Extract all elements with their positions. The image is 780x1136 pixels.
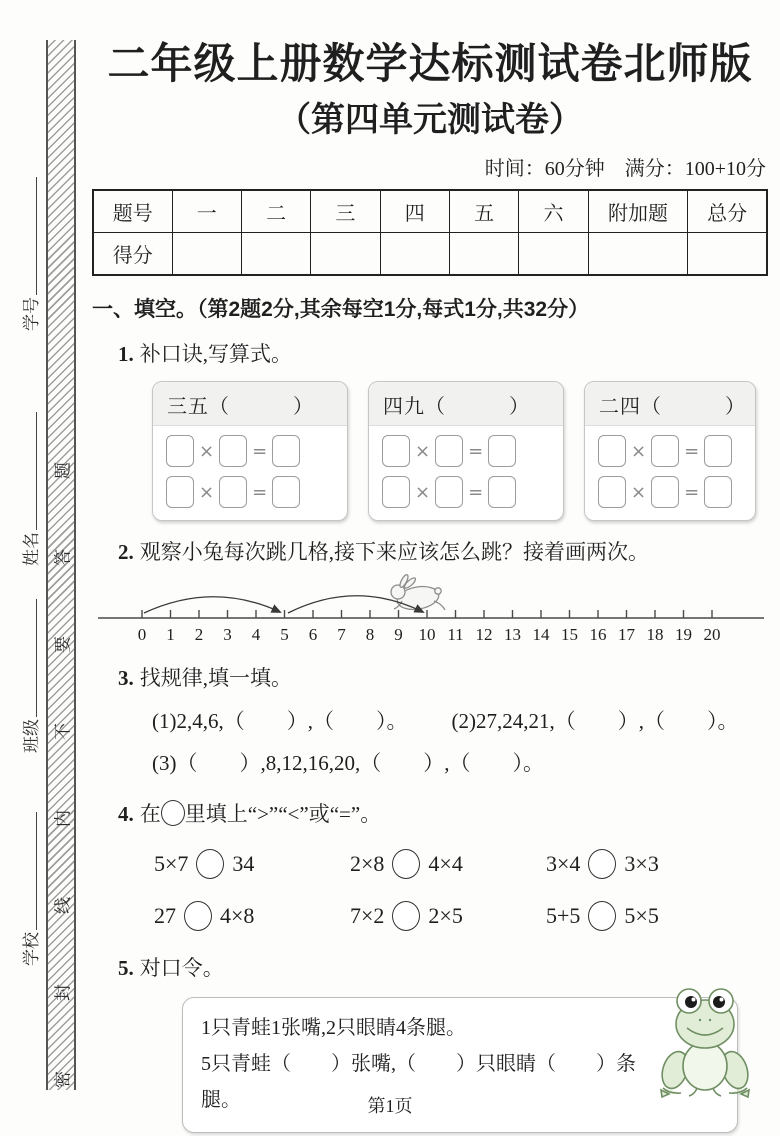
score-empty-cell — [311, 233, 380, 276]
times-sign: × — [631, 440, 647, 462]
score-table-header-row — [93, 190, 767, 233]
score-empty-cell — [519, 233, 588, 276]
answer-box — [219, 435, 247, 467]
equals-sign: = — [684, 481, 700, 503]
page-subtitle: （第四单元测试卷） — [277, 102, 583, 139]
class-label: 班级 — [22, 719, 41, 753]
exam-info: 时间：60分钟 满分：100+10分 — [484, 158, 766, 180]
svg-text:13: 13 — [504, 625, 521, 644]
compare-circle — [196, 849, 224, 879]
question-2 — [92, 537, 768, 649]
svg-text:14: 14 — [532, 625, 550, 644]
answer-box — [598, 435, 626, 467]
rhyme-card-3-header: 二四（ ） — [585, 382, 755, 426]
seal-line-band — [46, 40, 76, 1090]
svg-text:7: 7 — [337, 625, 346, 644]
compare-circle — [588, 849, 616, 879]
question-3-text: 找规律,填一填。 — [139, 666, 292, 690]
school-field — [21, 786, 43, 966]
frog-riddle-line-2: 5只青蛙（ ）张嘴,（ ）只眼睛（ ）条腿。 — [201, 1053, 636, 1111]
answer-box — [219, 476, 247, 508]
svg-text:6: 6 — [308, 625, 318, 644]
equation-row — [166, 435, 338, 467]
compare-right: 4×8 — [220, 903, 255, 928]
compare-right: 3×3 — [624, 851, 659, 876]
answer-box — [598, 476, 626, 508]
name-blank-line — [21, 412, 37, 530]
rhyme-card-2 — [368, 381, 564, 521]
score-header-cell: 四 — [380, 190, 449, 233]
svg-text:11: 11 — [447, 625, 464, 644]
student-id-blank-line — [21, 177, 37, 295]
score-table — [92, 189, 768, 276]
compare-right: 4×4 — [428, 851, 463, 876]
score-header-cell: 一 — [172, 190, 241, 233]
answer-box — [704, 476, 732, 508]
question-5-text: 对口令。 — [139, 956, 224, 980]
compare-circle-example — [161, 800, 185, 826]
svg-text:16: 16 — [589, 625, 607, 644]
rhyme-card-2-header: 四九（ ） — [369, 382, 563, 426]
score-table-score-row — [93, 233, 767, 276]
score-header-cell: 三 — [311, 190, 380, 233]
equation-row — [382, 476, 554, 508]
name-field — [21, 386, 43, 566]
compare-left: 27 — [154, 903, 176, 928]
comparison-item — [350, 901, 546, 931]
question-2-number: 2. — [118, 540, 134, 564]
times-sign: × — [631, 481, 647, 503]
student-id-field — [21, 151, 43, 331]
rhyme-cards — [152, 381, 768, 521]
question-4-text-suffix: 里填上“>”“<”或“=”。 — [184, 802, 382, 826]
comparison-item — [154, 901, 350, 931]
score-header-cell: 六 — [519, 190, 588, 233]
comparison-item — [546, 901, 768, 931]
pattern-item-3: (3)（ ）,8,12,16,20,（ ）,（ ）。 — [152, 751, 544, 775]
page-number: 第1页 — [367, 1096, 413, 1116]
score-empty-cell — [688, 233, 767, 276]
question-5-number: 5. — [118, 956, 134, 980]
answer-box — [488, 435, 516, 467]
compare-left: 7×2 — [350, 903, 385, 928]
question-1-number: 1. — [118, 342, 134, 366]
question-3 — [92, 663, 768, 779]
answer-box — [704, 435, 732, 467]
svg-text:15: 15 — [561, 625, 578, 644]
rhyme-card-1-header: 三五（ ） — [153, 382, 347, 426]
score-empty-cell — [241, 233, 310, 276]
score-header-cell: 五 — [449, 190, 518, 233]
name-label: 姓名 — [22, 532, 41, 566]
score-row-label: 得分 — [93, 233, 172, 276]
answer-box — [435, 435, 463, 467]
rabbit-icon — [391, 574, 445, 613]
compare-left: 2×8 — [350, 851, 385, 876]
equation-row — [166, 476, 338, 508]
answer-box — [651, 476, 679, 508]
paper-main — [92, 34, 768, 1133]
number-line-axis — [98, 610, 764, 618]
answer-box — [651, 435, 679, 467]
svg-text:5: 5 — [280, 625, 289, 644]
pattern-item-2: (2)27,24,21,（ ）,（ ）。 — [451, 709, 739, 733]
svg-text:9: 9 — [394, 625, 403, 644]
answer-box — [435, 476, 463, 508]
compare-left: 5+5 — [546, 903, 581, 928]
compare-circle — [392, 849, 420, 879]
compare-left: 5×7 — [154, 851, 189, 876]
compare-left: 3×4 — [546, 851, 581, 876]
compare-circle — [588, 901, 616, 931]
svg-text:10: 10 — [418, 625, 436, 644]
equation-row — [382, 435, 554, 467]
score-empty-cell — [588, 233, 688, 276]
equation-row — [598, 435, 746, 467]
answer-box — [272, 435, 300, 467]
rhyme-card-1 — [152, 381, 348, 521]
answer-box — [488, 476, 516, 508]
svg-text:19: 19 — [675, 625, 692, 644]
score-header-cell: 二 — [241, 190, 310, 233]
number-line — [92, 571, 768, 649]
pattern-items-row-1 — [152, 705, 768, 737]
times-sign: × — [199, 481, 215, 503]
compare-right: 2×5 — [428, 903, 463, 928]
score-header-cell: 题号 — [93, 190, 172, 233]
svg-text:20: 20 — [703, 625, 721, 644]
equals-sign: = — [468, 481, 484, 503]
answer-box — [382, 435, 410, 467]
rhyme-card-3 — [584, 381, 756, 521]
score-header-cell: 总分 — [688, 190, 767, 233]
class-field — [21, 573, 43, 753]
svg-text:0: 0 — [137, 625, 147, 644]
score-empty-cell — [380, 233, 449, 276]
comparison-item — [154, 849, 350, 879]
svg-text:18: 18 — [646, 625, 664, 644]
times-sign: × — [415, 440, 431, 462]
times-sign: × — [415, 481, 431, 503]
school-blank-line — [21, 812, 37, 930]
comparison-item — [546, 849, 768, 879]
svg-text:3: 3 — [223, 625, 232, 644]
seal-line-text: 密封线内不要答题 — [53, 392, 73, 1088]
school-label: 学校 — [22, 932, 41, 966]
equation-row — [598, 476, 746, 508]
jump-arcs — [144, 596, 423, 613]
answer-box — [382, 476, 410, 508]
equals-sign: = — [684, 440, 700, 462]
question-3-number: 3. — [118, 666, 134, 690]
pattern-items-row-2 — [152, 747, 768, 779]
class-blank-line — [21, 599, 37, 717]
times-sign: × — [199, 440, 215, 462]
svg-text:4: 4 — [251, 625, 261, 644]
page-title: 二年级上册数学达标测试卷北师版 — [107, 42, 753, 88]
question-2-text: 观察小兔每次跳几格,接下来应该怎么跳？接着画两次。 — [139, 540, 649, 564]
question-1 — [92, 339, 768, 521]
student-id-label: 学号 — [22, 297, 41, 331]
question-4 — [92, 799, 768, 931]
svg-text:2: 2 — [194, 625, 204, 644]
compare-circle — [392, 901, 420, 931]
score-empty-cell — [449, 233, 518, 276]
comparison-grid — [154, 849, 768, 931]
svg-text:8: 8 — [365, 625, 375, 644]
comparison-item — [350, 849, 546, 879]
svg-text:12: 12 — [475, 625, 493, 644]
pattern-item-1: (1)2,4,6,（ ）,（ ）。 — [152, 709, 408, 733]
frog-icon — [659, 984, 751, 1102]
section1-heading: 一、填空。（第2题2分,其余每空1分,每式1分,共32分） — [92, 298, 590, 321]
question-1-text: 补口诀,写算式。 — [139, 342, 292, 366]
compare-right: 34 — [232, 851, 255, 876]
score-empty-cell — [172, 233, 241, 276]
frog-riddle-line-1: 1只青蛙1张嘴,2只眼睛4条腿。 — [201, 1017, 466, 1039]
svg-text:17: 17 — [618, 625, 635, 644]
score-header-cell: 附加题 — [588, 190, 688, 233]
compare-right: 5×5 — [624, 903, 659, 928]
equals-sign: = — [252, 481, 268, 503]
compare-circle — [184, 901, 212, 931]
answer-box — [272, 476, 300, 508]
question-4-text-prefix: 在 — [139, 802, 161, 826]
answer-box — [166, 435, 194, 467]
answer-box — [166, 476, 194, 508]
equals-sign: = — [468, 440, 484, 462]
number-line-labels — [138, 625, 721, 644]
equals-sign: = — [252, 440, 268, 462]
question-4-number: 4. — [118, 802, 134, 826]
svg-text:1: 1 — [166, 625, 175, 644]
